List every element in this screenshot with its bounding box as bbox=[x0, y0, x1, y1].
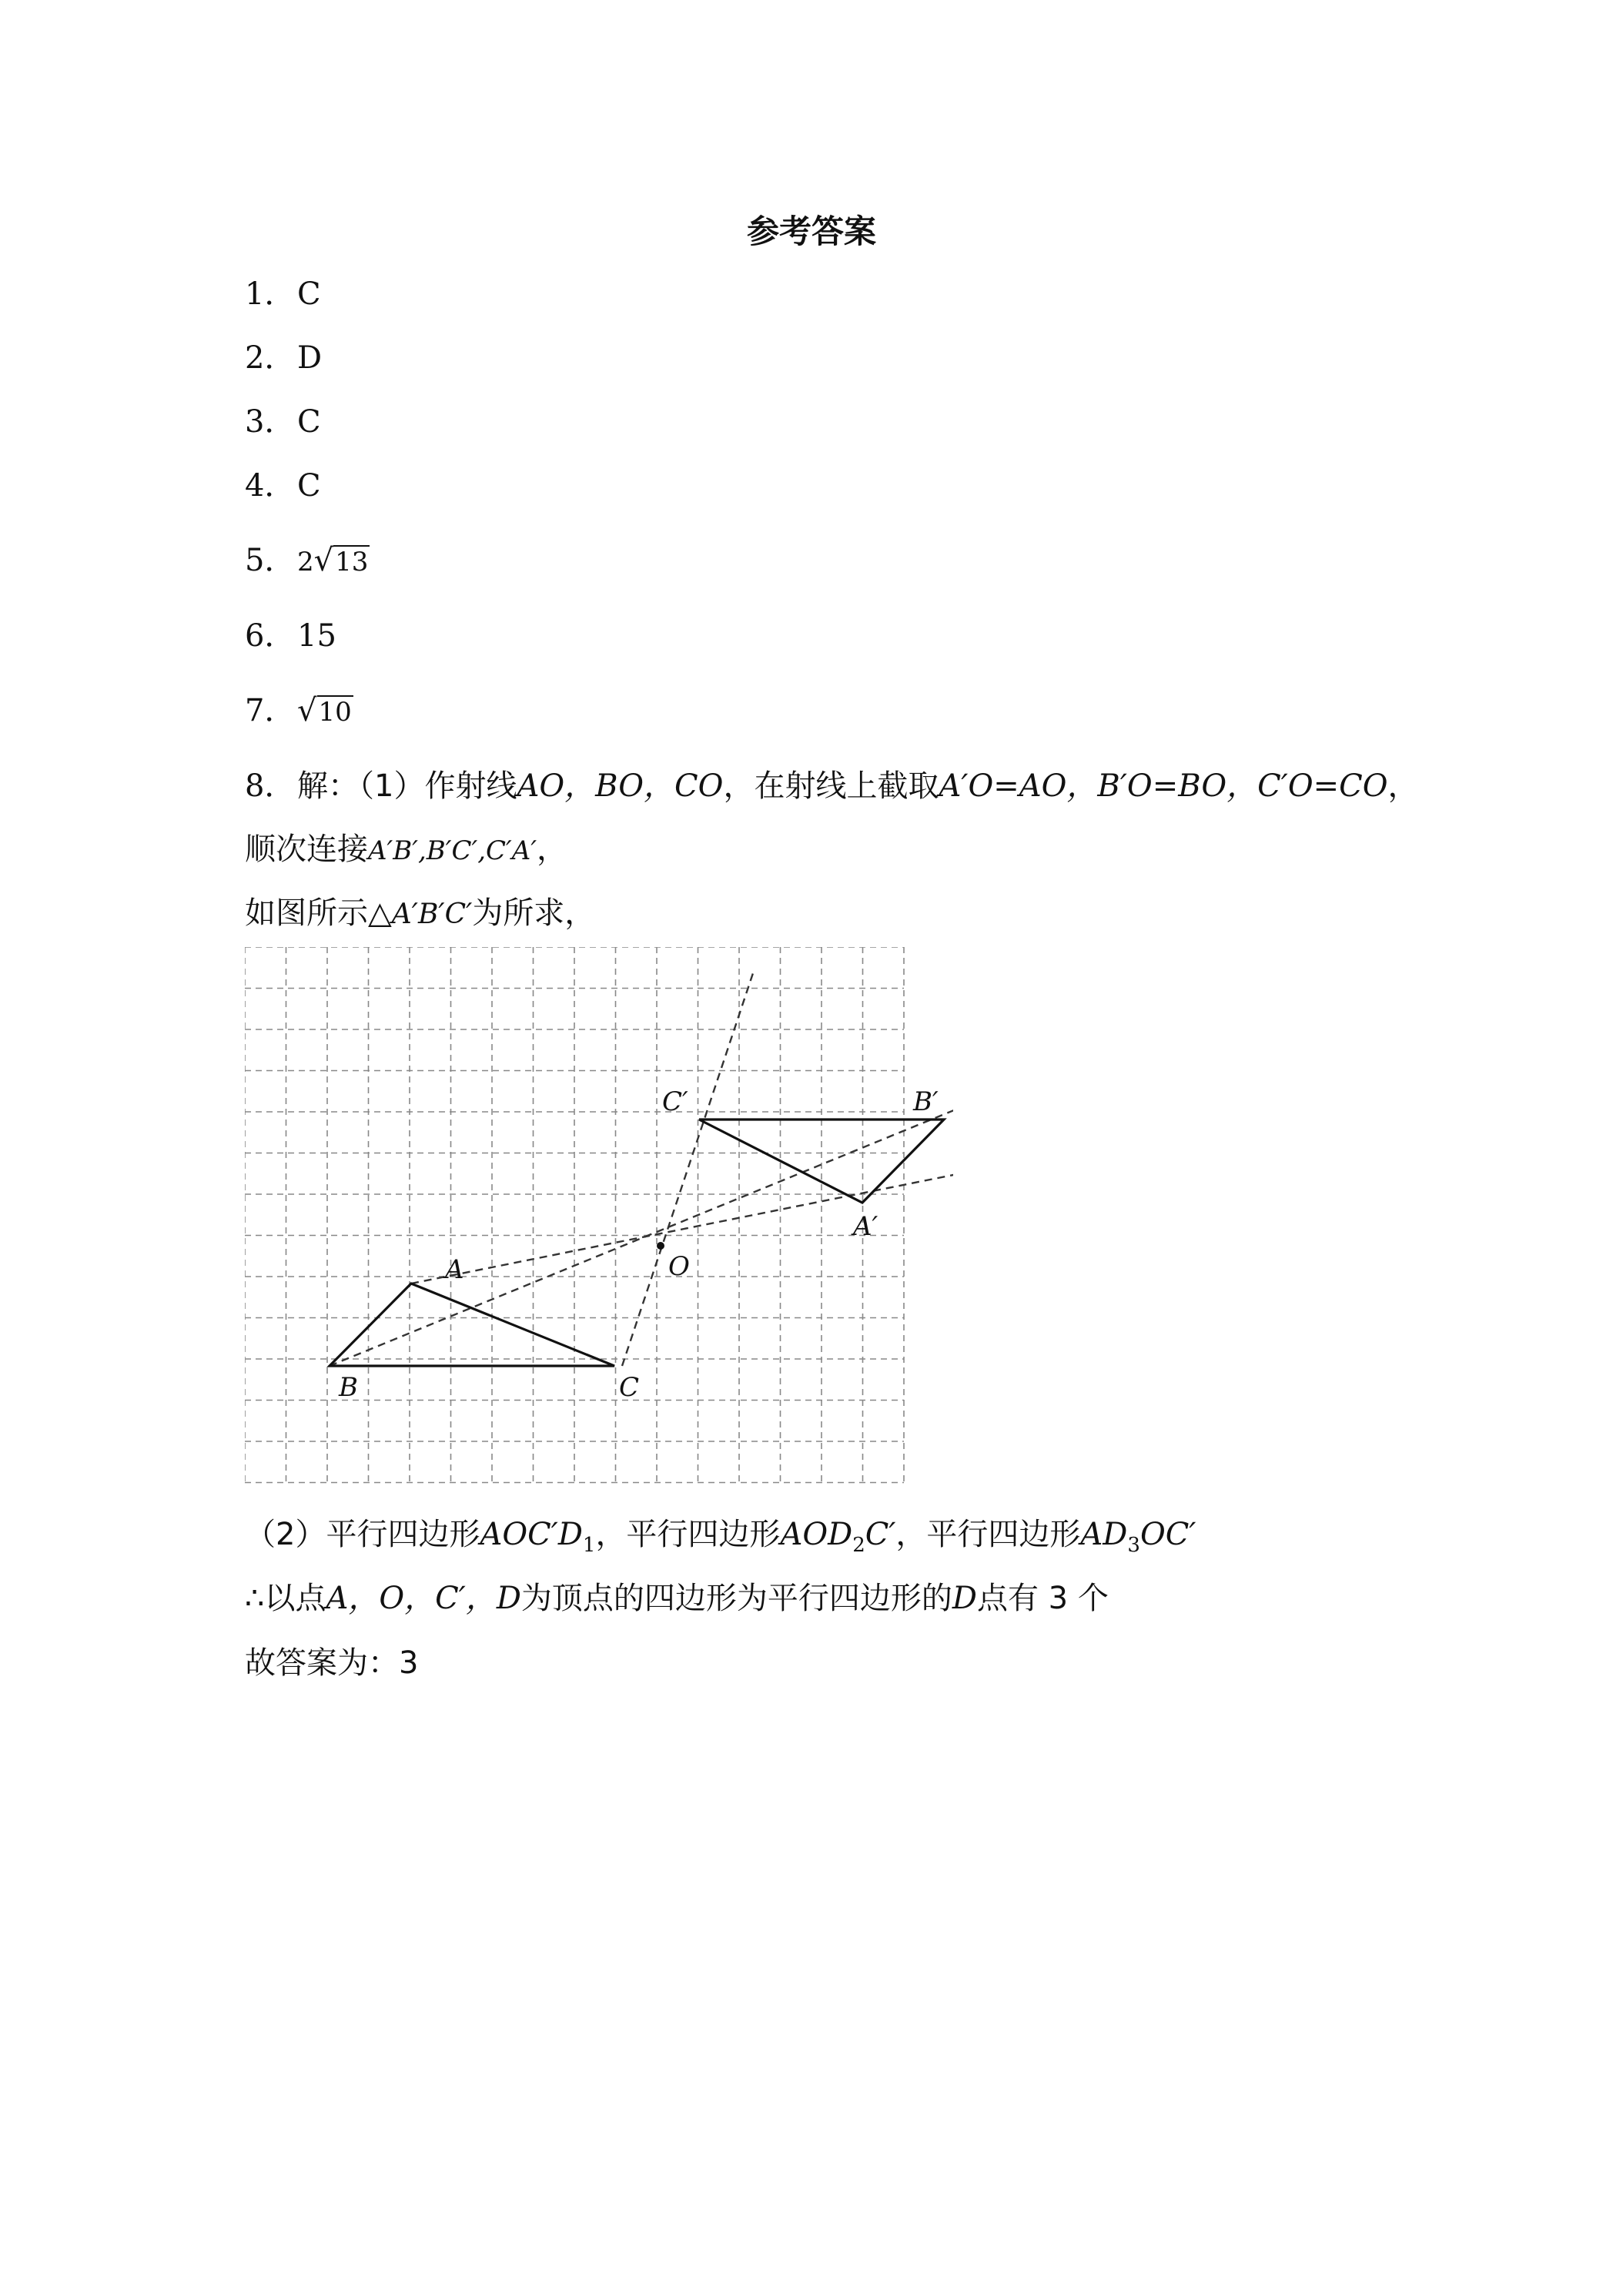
answer-6 bbox=[245, 614, 336, 658]
label-c: C bbox=[619, 1372, 640, 1403]
parallelogram-1: AOC′D bbox=[480, 1517, 583, 1552]
sqrt-expression bbox=[297, 689, 353, 734]
parallelogram-2-sub: 2 bbox=[852, 1534, 865, 1557]
triangle-abc bbox=[330, 1284, 614, 1366]
answer-value: C bbox=[297, 276, 321, 312]
answer-value: D bbox=[297, 340, 323, 376]
conclusion-1: ∴以点 bbox=[245, 1581, 326, 1616]
answer-number: 8． bbox=[245, 768, 296, 804]
parallelogram-1-sub: 1 bbox=[582, 1534, 596, 1557]
answer-5 bbox=[245, 539, 370, 584]
conclusion-2: 为顶点的四边形为平行四边形的 bbox=[520, 1581, 952, 1616]
q8-line-2 bbox=[245, 828, 567, 872]
part2-sep2: ，平行四边形 bbox=[895, 1517, 1081, 1552]
point-o bbox=[657, 1242, 664, 1250]
parallelogram-3-sub: 3 bbox=[1127, 1534, 1140, 1557]
radical-sign: √ bbox=[313, 543, 334, 578]
answer-value: 15 bbox=[297, 618, 336, 654]
conclusion-3: 点有 3 个 bbox=[976, 1581, 1109, 1616]
answer-number: 6． bbox=[245, 618, 296, 654]
answer-number: 5． bbox=[245, 543, 296, 578]
conclusion-d: D bbox=[952, 1581, 977, 1616]
q8-connect-prefix: 顺次连接 bbox=[245, 832, 368, 867]
q8-final bbox=[245, 1642, 418, 1685]
answer-number: 7． bbox=[245, 693, 296, 728]
parallelogram-2b: C′ bbox=[865, 1517, 896, 1552]
sqrt-expression bbox=[314, 539, 370, 584]
q8-fig-triangle: A′B′C′ bbox=[391, 899, 473, 930]
parallelogram-3a: AD bbox=[1080, 1517, 1128, 1552]
q8-conclusion bbox=[245, 1577, 1109, 1620]
label-o: O bbox=[668, 1251, 690, 1282]
radicand: 10 bbox=[318, 697, 352, 728]
answer-number: 1． bbox=[245, 276, 296, 312]
q8-part2 bbox=[245, 1513, 1196, 1567]
answer-7 bbox=[245, 689, 353, 734]
radical-sign: √ bbox=[297, 693, 317, 728]
part2-sep1: ，平行四边形 bbox=[595, 1517, 781, 1552]
q8-line-1 bbox=[245, 765, 1419, 808]
parallelogram-3b: OC′ bbox=[1139, 1517, 1196, 1552]
parallelogram-2a: AOD bbox=[780, 1517, 853, 1552]
answer-4 bbox=[245, 464, 321, 507]
q8-end: ， bbox=[1387, 768, 1419, 804]
page-title: 参考答案 bbox=[746, 213, 876, 250]
radicand: 13 bbox=[335, 547, 369, 577]
conclusion-points: A，O，C′，D bbox=[326, 1581, 521, 1616]
q8-connect-segments: A′B′,B′C′,C′A′ bbox=[368, 835, 537, 866]
answer-coef: 2 bbox=[297, 547, 314, 577]
label-a2: A′ bbox=[853, 1211, 878, 1242]
label-b2: B′ bbox=[913, 1086, 939, 1117]
answer-1 bbox=[245, 273, 321, 316]
q8-fig-suffix: 为所求， bbox=[472, 895, 596, 931]
answer-value: C bbox=[297, 468, 321, 504]
q8-fig-prefix: 如图所示△ bbox=[245, 895, 392, 931]
ray-c-o-c2 bbox=[622, 973, 753, 1366]
q8-rays: AO，BO，CO bbox=[517, 768, 724, 804]
q8-lead: 解：（1）作射线 bbox=[297, 768, 517, 804]
label-b: B bbox=[339, 1372, 358, 1403]
answer-number: 2． bbox=[245, 340, 296, 376]
triangle-abc-outline bbox=[330, 1284, 614, 1366]
part2-prefix: （2）平行四边形 bbox=[245, 1517, 480, 1552]
q8-cuts: A′O=AO，B′O=BO，C′O=CO bbox=[939, 768, 1388, 804]
q8-mid: ，在射线上截取 bbox=[723, 768, 939, 804]
answer-value: C bbox=[297, 404, 321, 440]
grid-figure bbox=[245, 947, 953, 1486]
q8-connect-suffix: ， bbox=[537, 832, 568, 867]
answer-number: 3． bbox=[245, 404, 296, 440]
answer-2 bbox=[245, 336, 322, 380]
answer-3 bbox=[245, 400, 321, 443]
label-a: A bbox=[445, 1254, 464, 1285]
answer-number: 4． bbox=[245, 468, 296, 504]
final-answer: 故答案为：3 bbox=[245, 1645, 419, 1681]
q8-line-3 bbox=[245, 892, 595, 936]
construction-rays bbox=[330, 973, 953, 1366]
label-c2: C′ bbox=[662, 1086, 688, 1117]
